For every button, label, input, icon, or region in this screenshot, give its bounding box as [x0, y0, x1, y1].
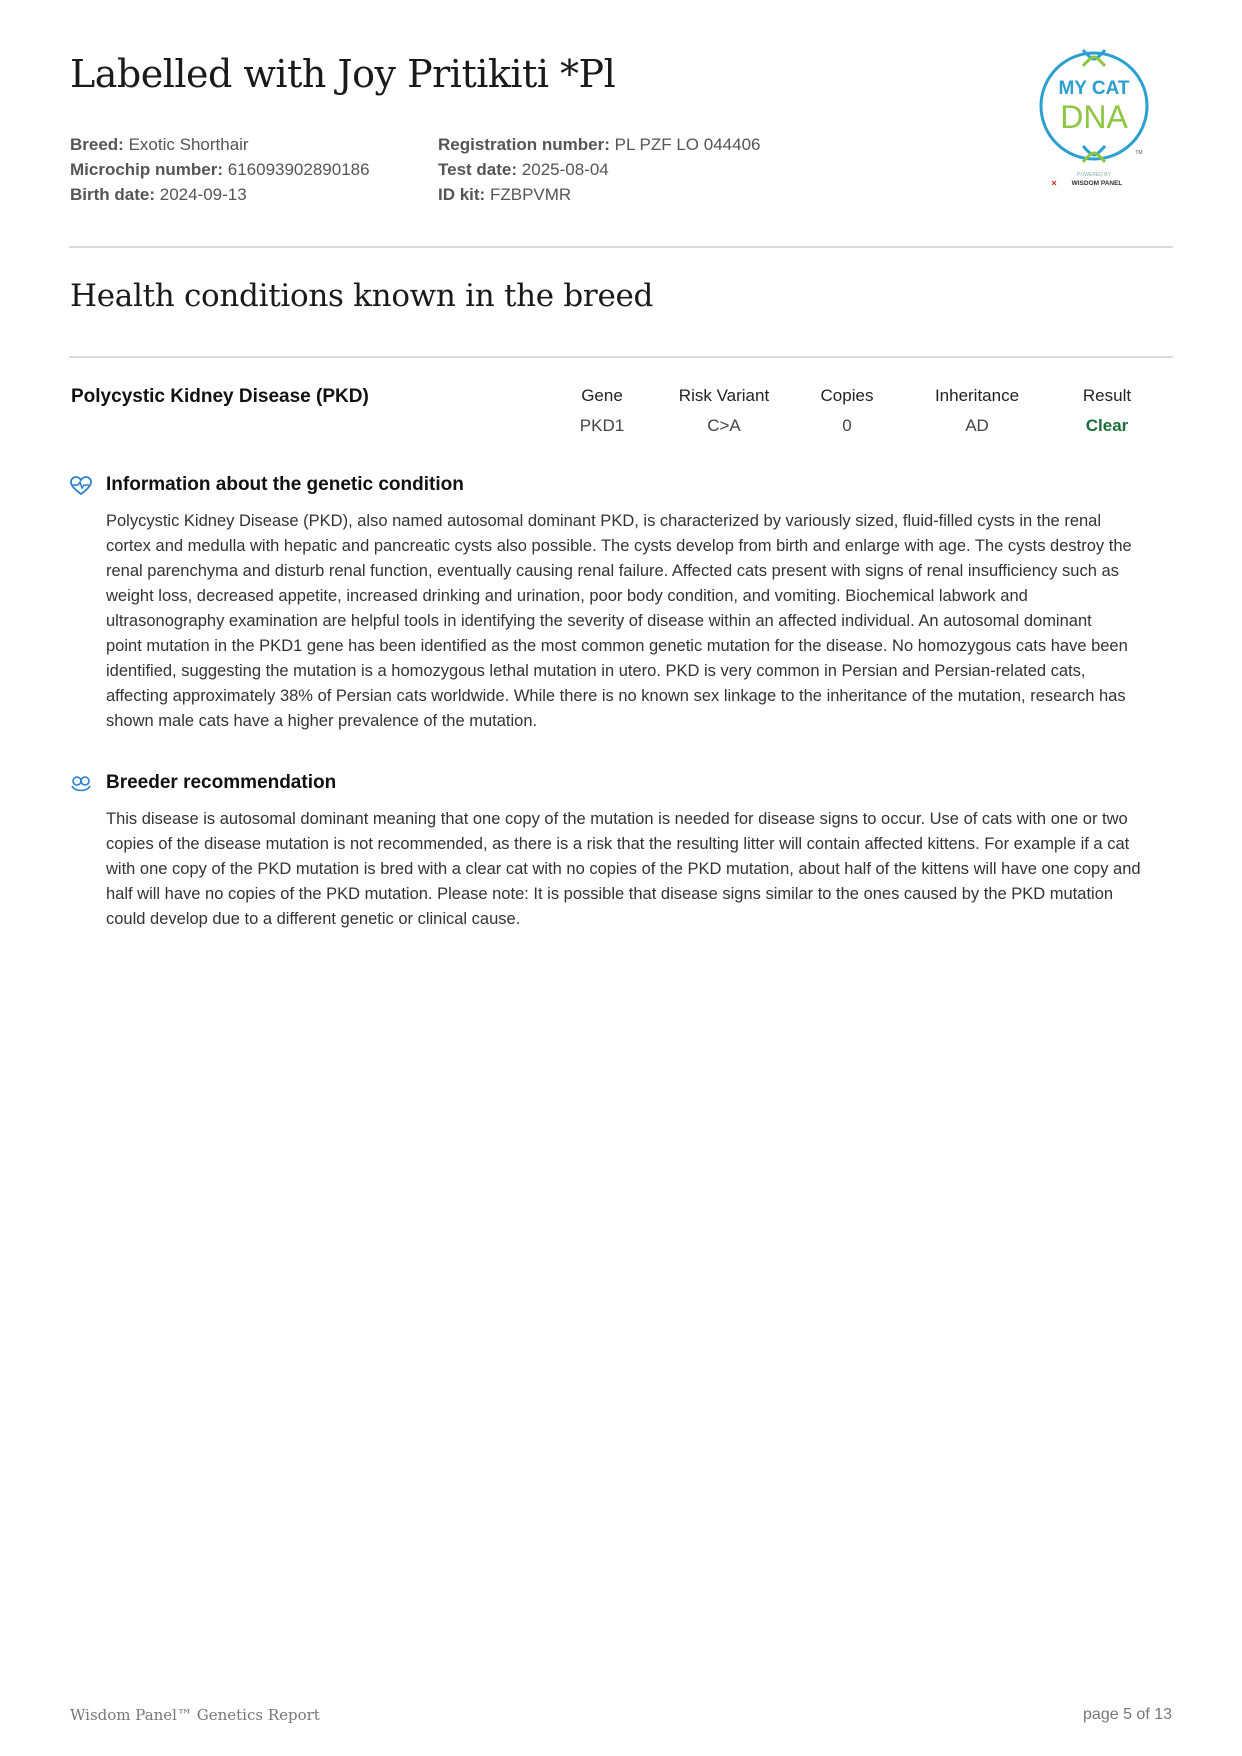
condition-name: Polycystic Kidney Disease (PKD): [71, 386, 369, 407]
heart-pulse-icon: [70, 476, 92, 496]
risk-variant-column: [654, 386, 794, 436]
logo-line2: DNA: [1060, 99, 1128, 135]
copies-value: 0: [842, 416, 852, 435]
breeder-line: This disease is autosomal dominant meaning that one copy of the mutation is needed for disease signs to occur. Use of cats with one or two: [106, 810, 1128, 828]
gene-column: [532, 386, 672, 436]
info-line: cortex and medulla with hepatic and pancreatic cysts also possible. The cysts develop from birth and enlarge with age. The cysts destroy the: [106, 537, 1132, 555]
header-divider: [69, 246, 1173, 248]
breeder-line: half will have no copies of the PKD mutation. Please note: It is possible that disease signs similar to the ones caused by the PKD mutation: [106, 885, 1114, 903]
microchip-row: Microchip number: 616093902890186: [70, 160, 370, 179]
info-line: Polycystic Kidney Disease (PKD), also named autosomal dominant PKD, is characterized by variously sized, fluid-filled cysts in the renal: [106, 512, 1102, 530]
logo-tm: TM: [1135, 150, 1143, 156]
info-line: point mutation in the PKD1 gene has been identified as the most common genetic mutation for the disease. No homozygous cats have been: [106, 637, 1128, 655]
test-date-row: Test date: 2025-08-04: [438, 160, 609, 179]
breeder-title: Breeder recommendation: [106, 772, 337, 793]
inheritance-column: [907, 386, 1047, 436]
breeder-line: copies of the disease mutation is not recommended, as there is a risk that the resulting litter will contain affected kittens. For example if a cat: [106, 835, 1130, 853]
result-column: [1037, 386, 1177, 436]
page-title: Labelled with Joy Pritikiti *Pl: [70, 52, 616, 96]
info-title: Information about the genetic condition: [106, 474, 464, 495]
gene-value: PKD1: [579, 416, 625, 435]
risk-variant-header: Risk Variant: [678, 386, 770, 405]
logo-brand: WISDOM PANEL: [1071, 180, 1123, 187]
result-value: Clear: [1085, 416, 1129, 435]
registration-row: Registration number: PL PZF LO 044406: [438, 135, 761, 154]
risk-variant-value: C>A: [707, 416, 741, 435]
logo-line1: MY CAT: [1058, 78, 1130, 99]
info-line: weight loss, decreased appetite, increased drinking and urination, poor body condition, and vomiting. Biochemical labwork and: [106, 587, 1028, 605]
logo-powered-by: POWERED BY: [1077, 172, 1111, 178]
result-header: Result: [1082, 386, 1132, 405]
footer-report-name: Wisdom Panel™ Genetics Report: [70, 1706, 320, 1724]
info-line: renal parenchyma and disturb renal function, eventually causing renal failure. Affected cats present with signs of renal insufficiency such as: [106, 562, 1119, 580]
info-paragraph: [106, 509, 1174, 734]
copies-header: Copies: [820, 386, 874, 405]
gene-header: Gene: [581, 386, 623, 405]
info-line: identified, suggesting the mutation is a homozygous lethal mutation in utero. PKD is very common in Persian and Persian-related cats,: [106, 662, 1086, 680]
page-number: page 5 of 13: [1083, 1706, 1172, 1723]
inheritance-header: Inheritance: [934, 386, 1020, 405]
copies-column: [777, 386, 917, 436]
pet-details-left: [70, 132, 370, 207]
info-line: shown male cats have a higher prevalence of the mutation.: [106, 712, 538, 730]
id-kit-row: ID kit: FZBPVMR: [438, 185, 572, 204]
birth-date-row: Birth date: 2024-09-13: [70, 185, 247, 204]
breeder-line: with one copy of the PKD mutation is bred with a clear cat with no copies of the PKD mutation, about half of the kittens will have one copy and: [106, 860, 1141, 878]
my-cat-dna-logo: [1036, 48, 1156, 198]
breeder-paragraph: [106, 807, 1174, 932]
pet-details-right: [438, 132, 761, 207]
section-title: Health conditions known in the breed: [70, 278, 654, 314]
breed-row: Breed: Exotic Shorthair: [70, 135, 249, 154]
info-line: affecting approximately 38% of Persian cats worldwide. While there is no known sex linkage to the inheritance of the mutation, research has: [106, 687, 1126, 705]
breeding-icon: [70, 774, 92, 794]
section-divider: [69, 356, 1173, 358]
info-line: ultrasonography examination are helpful tools in identifying the severity of disease within an affected individual. An autosomal dominant: [106, 612, 1092, 630]
breeder-line: could develop due to a different genetic or clinical cause.: [106, 910, 521, 928]
inheritance-value: AD: [965, 416, 989, 435]
